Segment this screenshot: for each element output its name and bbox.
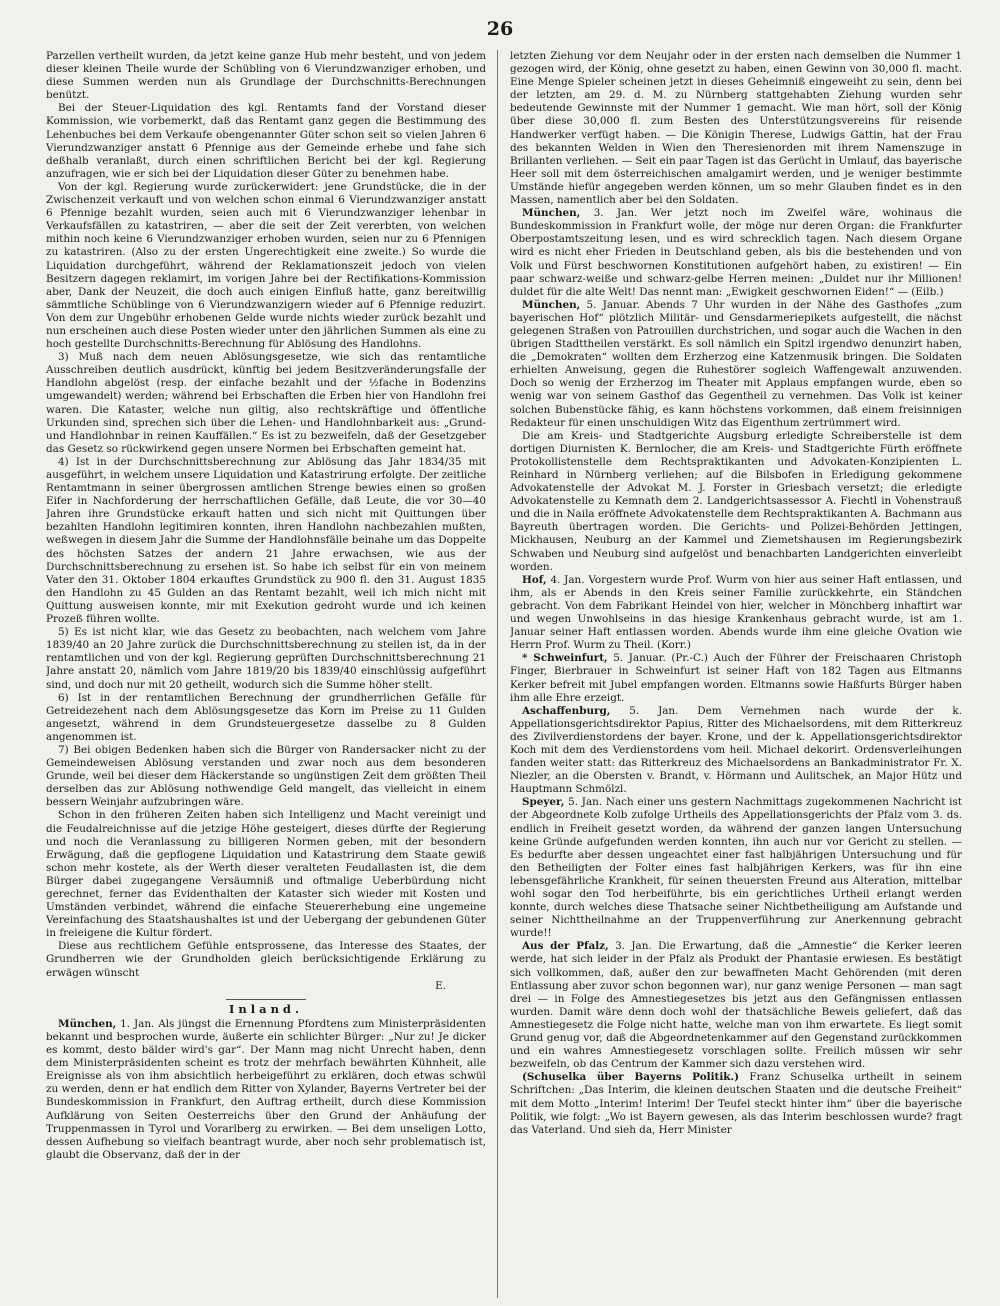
dateline: Speyer, <box>522 796 565 809</box>
section-heading: Inland. <box>229 1001 303 1016</box>
news-text: 5. Jan. Nach einer uns gestern Nachmittags zugekommenen Nachricht ist der Abgeordnete Kolb zufolge Urtheils des Appellationsgerichts der Pfalz vom 3. ds. endlich in Freiheit gesetzt worden, da während der ganzen langen Untersuchung keine Gründe aufgefunden werden konnten, ihn auch nur vor Gericht zu stellen. — Es bedurfte aber dessen ungeachtet einer fast halbjährigen Untersuchung und für den Betheiligten der Folter eines fast halbjährigen Kerkers, was für ihn eine lebensgefährliche Krankheit, für seinen theuersten Freund aus Alteration, mittelbar wohl sogar den Tod herbeiführte, bis ein gerichtliches Urtheil erlangt werden konnte, durch welches diese Thatsache seiner Nichtbetheiligung am Aufstande und seiner Nichttheilnahme an der Truppenverführung zur Anerkennung gebracht wurde!! <box>510 796 962 940</box>
paragraph: 4) Ist in der Durchschnittsberechnung zur Ablösung das Jahr 1834/35 mit ausgeführt, in welchem unsere Liquidation und Katastrirung erfolgte. Der zeitliche Rentamtmann in seiner übergrossen amtlichen Strenge bewies einen so großen Eifer in Nachforderung der herrschaftlichen Gefälle, daß Leute, die vor 30—40 Jahren ihre Grundstücke erkauft hatten und sich nicht mit Quittungen über bezahlten Handlohn legitimiren konnten, ihren Handlohn nachbezahlen mußten, weßwegen in diesem Jahr die Summe der Handlohnsfälle beinahe um das Doppelte des höchsten Satzes der andern 21 Jahre erwachsen, wie aus der Durchschnittsberechnung zu ersehen ist. So habe ich selbst für ein von meinem Vater den 31. Oktober 1804 erkauftes Grundstück zu 900 fl. den 31. August 1835 den Handlohn zu 45 Gulden an das Rentamt bezahlt, weil ich mich nicht mit Quittung ausweisen konnte, mir mit Exekution gedroht wurde und ich keinen Prozeß führen wollte. <box>46 455 486 626</box>
news-text: 3. Jan. Wer jetzt noch im Zweifel wäre, wohinaus die Bundeskommission in Frankfurt wolle, der möge nur deren Organ: die Frankfurter Oberpostamtszeitung lesen, und es wird schrecklich tagen. Nach diesem Organe wird es nicht eher Frieden in Deutschland geben, als bis die bestehenden und von Volk und Fürst beschwornen Konstitutionen aufgehört haben, zu existiren! — Ein paar schwarz-weiße und schwarz-gelbe Herren meinen: „Duldet nur ihr Millionen! duldet für die alte Welt! Das nennt man: „Ewigkeit geschwornen Eiden!“ — <box>510 207 962 298</box>
news-text: 4. Jan. Vorgestern wurde Prof. Wurm von hier aus seiner Haft entlassen, und ihm, als er Abends in den Kreis seiner Familie zurückkehrte, ein Ständchen gebracht. Von dem Fabrikant Heindel von hier, welcher in Mönchberg inhaftirt war und wegen Unwohlseins in das hiesige Krankenhaus gebracht wurde, ist am 1. Januar seiner Haft entlassen worden. Abends wurde ihm eine gleiche Ovation wie Herrn Prof. Wurm zu Theil. <box>510 573 962 652</box>
news-item <box>46 1018 486 1162</box>
paragraph: letzten Ziehung vor dem Neujahr oder in der ersten nach demselben die Nummer 1 gezogen wird, der König, ohne gesetzt zu haben, einen Gewinn von 30,000 fl. macht. Eine Menge Spieler scheinen jetzt in dieses Geheimniß eingeweiht zu sein, denn bei der letzten, am 29. d. M. zu Nürnberg stattgehabten Ziehung wurden sehr bedeutende Gewinnste mit der Nummer 1 gemacht. Wie man hört, soll der König über diese 30,000 fl. zum Besten des Unterstützungsvereins für reisende Handwerker verfügt haben. — Die Königin Therese, Ludwigs Gattin, hat der Frau des bekannten Welden in Wien den Theresienorden mit ihrem Namenszuge in Brillanten verliehen. — Seit ein paar Tagen ist das Gerücht in Umlauf, das bayerische Heer soll mit dem österreichischen amalgamirt werden, und je weniger bestimmte Umstände hiefür angegeben werden können, um so mehr Glauben findet es in den Massen, namentlich aber bei den Soldaten. <box>510 50 962 207</box>
dateline: (Schuselka über Bayerns Politik.) <box>522 1071 740 1084</box>
dateline: Aus der Pfalz, <box>522 940 609 953</box>
dateline: Aschaffenburg, <box>522 704 611 717</box>
author-signature: E. <box>435 979 446 992</box>
paragraph: 3) Muß nach dem neuen Ablösungsgesetze, wie sich das rentamtliche Ausschreiben deutlich ausdrückt, künftig bei jedem Besitzveränderungsfalle der Handlohn abgelöst (resp. der einfache bezahlt und der ½fache in Bodenzins umgewandelt) werden; während bei Erbschaften die Erben hier von Handlohn frei waren. Die Kataster, welche nun giltig, also rechtskräftige und öffentliche Urkunden sind, sprechen sich über die Lehen- und Handlohnbarkeit aus: „Grund- und Handlohnbar in reinen Kauffällen.“ Es ist zu bezweifeln, daß der Gesetzgeber das Gesetz so rückwirkend gegen unsere Normen bei Erbschaften gemeint hat. <box>46 351 486 455</box>
news-text: 5. Januar. (Pr.-C.) Auch der Führer der Freischaaren Christoph Finger, Bierbrauer in Schweinfurt ist seiner Haft von 182 Tagen aus Eltmanns Kerker befreit mit Jubel empfangen worden. Eltmanns sowie Haßfurts Bürger haben ihm alle Ehre erzeigt. <box>510 652 962 704</box>
news-text: 3. Jan. Die Erwartung, daß die „Amnestie“ die Kerker leeren werde, hat sich leider in der Pfalz als Produkt der Phantasie erwiesen. Es bestätigt sich vollkommen, daß, außer den zur bewaffneten Macht Gehörenden (mit deren Entlassung aber zuvor schon begonnen war), nur ganz wenige Personen — man sagt drei — in Folge des Amnestiegesetzes bis jetzt aus den Gefängnissen entlassen wurden. Damit wäre denn doch wohl der thatsächliche Beweis geliefert, daß das Amnestiegesetz die Folge nicht hatte, welche man von ihm erwartete. Es liegt somit Grund genug vor, daß die Abgeordnetenkammer auf den Gegenstand zurückkommen und ein wahres Amnestiegesetz vorschlagen sollte. Freilich müssen wir sehr bezweifeln, ob das Centrum der Kammer sich dazu verstehen wird. <box>510 940 962 1071</box>
news-item <box>510 940 962 1071</box>
news-item <box>510 299 962 430</box>
dateline: München, <box>522 207 581 220</box>
paragraph: Parzellen vertheilt wurden, da jetzt keine ganze Hub mehr besteht, und von jedem dieser kleinen Theile wurde der Schübling von 6 Vierundzwanziger erhoben, und diese Summen werden nun als Grundlage der Durchschnitts-Berechnungen benützt. <box>46 50 486 102</box>
paragraph: Bei der Steuer-Liquidation des kgl. Rentamts fand der Vorstand dieser Kommission, wie vorbemerkt, daß das Rentamt ganz gegen die Bestimmung des Lehenbuches bei dem Verkaufe obengenannter Güter schon seit so vielen Jahren 6 Vierundzwanziger anstatt 6 Pfennige aus der Gemeinde erhebe und fahe sich deßhalb veranlaßt, durch einen schriftlichen Bericht bei der kgl. Regierung anzufragen, wie er sich bei der Liquidation dieser Güter zu benehmen habe. <box>46 102 486 180</box>
news-text: Franz Schuselka urtheilt in seinem Schriftchen: „Das Interim, die kleinen deutschen Staaten und die deutsche Freiheit“ mit dem Motto „Interim! Interim! Der Teufel steckt hinter ihm“ über die bayerische Politik, wie folgt: „Wo ist Bayern gewesen, als das Interim beschlossen wurde? fragt das Vaterland. Und sieh da, Herr Minister <box>510 1071 962 1136</box>
paragraph: Die am Kreis- und Stadtgerichte Augsburg erledigte Schreiberstelle ist dem dortigen Diurnisten K. Bernlocher, die am Kreis- und Stadtgerichte Fürth eröffnete Protokollistenstelle dem Rechtspraktikanten und Advokaten-Konzipienten L. Reinhard in Nürnberg verliehen; auf die Bilsbofen in Erledigung gekommene Advokatenstelle der Advokat M. J. Forster in Griesbach versetzt; die erledigte Advokatenstelle zu Kemnath dem 2. Landgerichtsassessor A. Fiechtl in Vohenstrauß und die in Naila eröffnete Advokatenstelle dem Rechtspraktikanten A. Bachmann aus Bayreuth übertragen worden. Die Gerichts- und Polizei-Behörden Jettingen, Mickhausen, Neuburg an der Kammel und Ziemetshausen im Regierungsbezirk Schwaben und Neuburg sind aufgelöst und benachbarten Landgerichten einverleibt worden. <box>510 429 962 573</box>
page-number: 26 <box>486 18 514 40</box>
column-divider <box>497 50 498 1298</box>
dateline: Hof, <box>522 573 547 586</box>
news-item <box>510 652 962 704</box>
source-tag: (Korr.) <box>657 639 691 652</box>
paragraph: Schon in den früheren Zeiten haben sich Intelligenz und Macht vereinigt und die Feudalreichnisse auf die jetzige Höhe gesteigert, dieses dürfte der Regierung und noch die Veranlassung zu billigeren Normen geben, mit der besondern Erwägung, daß die gepflogene Liquidation und Katastrirung dem Staate gewiß schon mehr kostete, als der Werth dieser veralteten Feudallasten ist, die dem Bürger dabei zugegangene Versäumniß und oftmalige Ueberbürdung nicht gerechnet, ferner das Evidenthalten der Kataster sich wieder mit Kosten und Umständen verbindet, während die einfache Steuererhebung eine ungemeine Vereinfachung des Staatshaushaltes ist und der Uebergang der gebundenen Güter in freieigene die Kultur fördert. <box>46 809 486 940</box>
source-tag: (Eilb.) <box>911 285 944 298</box>
news-item <box>510 1071 962 1136</box>
paragraph: 5) Es ist nicht klar, wie das Gesetz zu beobachten, nach welchem vom Jahre 1839/40 an 20 Jahre zurück die Durchschnittsberechnung zu stellen ist, da in der rentamtlichen und von der kgl. Regierung geprüften Durchschnittsberechnung 21 Jahre anstatt 20, nämlich vom Jahre 1819/20 bis 1839/40 einschlüssig aufgeführt sind, und doch nur mit 20 getheilt, wodurch sich die Summe höher stellt. <box>46 626 486 691</box>
news-item <box>510 207 962 299</box>
dateline: München, <box>522 298 581 311</box>
paragraph: Diese aus rechtlichem Gefühle entsprossene, das Interesse des Staates, der Grundherren wie der Grundholden gleich berücksichtigende Erklärung zu erwägen wünscht <box>46 940 486 979</box>
news-text: 5. Jan. Dem Vernehmen nach wurde der k. Appellationsgerichtsdirektor Papius, Ritter des Michaelsordens, mit dem Ritterkreuz des Zivilverdienstordens der bayer. Krone, und der k. Appellationsgerichtsdirektor Koch mit dem des Verdienstordens vom heil. Michael dekorirt. Ordensverleihungen fanden weiter statt: das Ritterkreuz des Michaelsordens an Bankadministrator Fr. X. Niezler, an die Obersten v. Brandt, v. Hörmann und Aulitschek, an Major Hütz und Hauptmann Schmölzl. <box>510 704 962 796</box>
paragraph: Von der kgl. Regierung wurde zurückerwidert: jene Grundstücke, die in der Zwischenzeit verkauft und von welchen schon einmal 6 Vierundzwanziger anstatt 6 Pfennige bezahlt wurden, seien auch mit 6 Vierundzwanziger lehenbar in Verkaufsfällen zu katastriren, — aber die seit der Zeit vererbten, von welchen mithin noch keine 6 Vierundzwanziger erhoben wurden, seien nur zu 6 Pfennigen zu katastriren. (Also zu der ersten Ungerechtigkeit eine zweite.) So wurde die Liquidation durchgeführt, während der Reklamationszeit jedoch von vielen Besitzern dagegen reklamirt, im vorigen Jahre bei der Rectifikations-Kommission aber, Dank der Neuzeit, die doch auch einigen Einfluß hatte, ganz bereitwillig sämmtliche Schüblinge von 6 Vierundzwanzigern wieder auf 6 Pfennige reduzirt. Von dem zur Ungebühr erhobenen Gelde wurde nichts wieder zurück bezahlt und nun erscheinen auch diese Posten wieder unter den jährlichen Summen als eine zu hoch gestellte Durchschnitts-Berechnung für Ablösung des Handlohns. <box>46 180 486 351</box>
paragraph: 7) Bei obigen Bedenken haben sich die Bürger von Randersacker nicht zu der Gemeindeweisen Ablösung verstanden und zwar noch aus dem besonderen Grunde, weil bei dieser dem Häckerstande so ungünstigen Zeit dem größten Theil derselben das zur Ablösung nothwendige Geld mangelt, das vielleicht in einem bessern Weinjahr aufzubringen wäre. <box>46 743 486 809</box>
paragraph: 6) Ist in der rentamtlichen Berechnung der grundherrlichen Gefälle für Getreidezehent nach dem Ablösungsgesetze das Korn im Preise zu 11 Gulden angesetzt, während in dem Grundsteuergesetze dasselbe zu 8 Gulden angenommen ist. <box>46 691 486 743</box>
news-text: 1. Jan. Als jüngst die Ernennung Pfordtens zum Ministerpräsidenten bekannt und besprochen wurde, äußerte ein schlichter Bürger: „Nur zu! Je dicker es kommt, desto bälder wird's gar“. Der Mann mag nicht Unrecht haben, denn dem Ministerpräsidenten scheint es trotz der mehrfach bewährten Kühnheit, alle Ereignisse als von ihm absichtlich herbeigeführt zu erklären, doch etwas schwül zu werden, denn er hat endlich dem Ritter von Xylander, Bayerns Vertreter bei der Bundeskommission in Frankfurt, den Auftrag ertheilt, durch diese Kommission Aufklärung von Seiten Oesterreichs über den Grund der Anhäufung der Truppenmassen in Tyrol und Vorarlberg zu erwirken. — Bei dem unseligen Lotto, dessen Aufhebung so vielfach beantragt wurde, aber noch sehr problematisch ist, glaubt die Observanz, daß der in der <box>46 1017 486 1161</box>
right-column <box>510 50 962 1298</box>
dateline: München, <box>58 1017 117 1030</box>
news-item <box>510 574 962 653</box>
news-item <box>510 796 962 940</box>
dateline: * Schweinfurt, <box>522 652 608 665</box>
section-divider <box>226 999 306 1000</box>
news-item <box>510 705 962 797</box>
left-column <box>46 50 486 1298</box>
news-text: 5. Januar. Abends 7 Uhr wurden in der Nähe des Gasthofes „zum bayerischen Hof“ plötzlich Militär- und Gensdarmeriepikets aufgestellt, die nächst gelegenen Straßen von Patrouillen durchstrichen, und sogar auch die Wachen in den übrigen Stadttheilen verstärkt. Es soll nämlich ein Spitzl irgendwo denunzirt haben, die „Demokraten“ wollten dem Erzherzog eine Katzenmusik bringen. Die Soldaten erhielten Anweisung, gegen die Ruhestörer sogleich Waffengewalt anzuwenden. Doch so wenig der Erzherzog im Theater mit Applaus empfangen wurde, eben so wenig war von seinem Gasthof das Gegentheil zu vernehmen. Das Volk ist keiner solchen Bubenstücke fähig, es kann höchstens vorkommen, daß einem freisinnigen Redakteur für einen unschuldigen Witz das Eigenthum zertrümmert wird. <box>510 298 962 429</box>
